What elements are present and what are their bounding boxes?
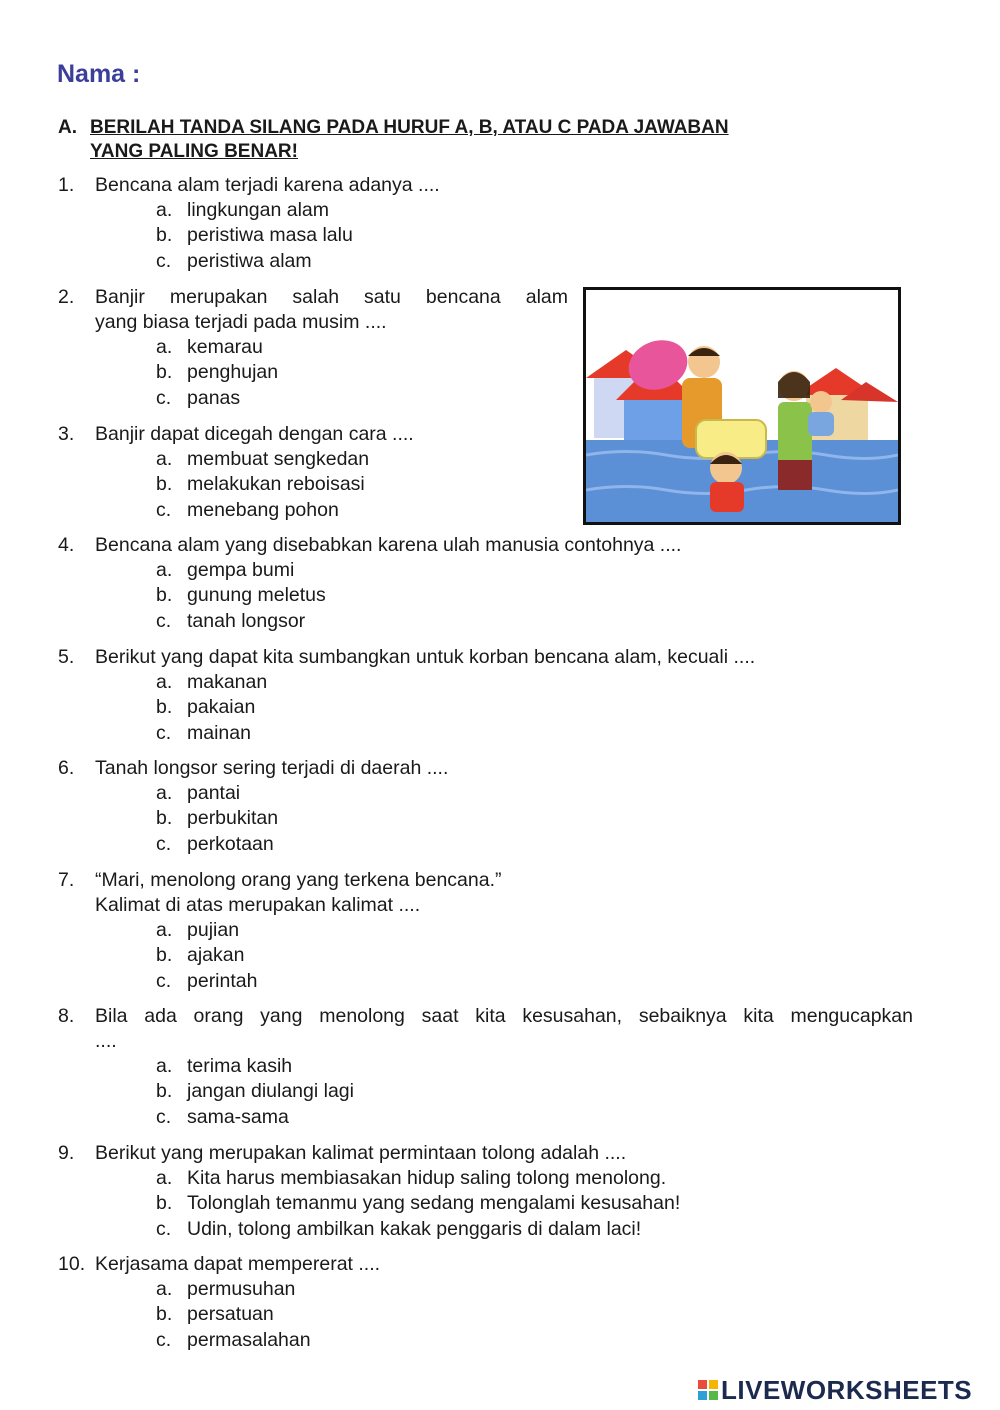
question-text: Kerjasama dapat mempererat ....: [95, 1253, 381, 1275]
question-number: 6.: [58, 757, 75, 779]
woman-hair: [778, 372, 810, 398]
question-number: 2.: [58, 286, 75, 308]
question-text-line1: “Mari, menolong orang yang terkena bencana.”: [95, 869, 502, 891]
question-text-line2: ....: [95, 1030, 117, 1052]
question-number: 7.: [58, 869, 75, 891]
option-a[interactable]: a. membuat sengkedan: [156, 448, 370, 470]
option-b[interactable]: b. jangan diulangi lagi: [156, 1080, 354, 1103]
section-title-line2: YANG PALING BENAR!: [90, 141, 298, 162]
option-c[interactable]: c. Udin, tolong ambilkan kakak penggaris di dalam laci!: [156, 1217, 642, 1240]
question-text-line1: Bila ada orang yang menolong saat kita kesusahan, sebaiknya kita mengucapkan: [95, 1005, 913, 1027]
question-text: Bencana alam terjadi karena adanya ....: [95, 174, 440, 196]
baby-cloth: [808, 412, 834, 436]
option-a[interactable]: a. permusuhan: [156, 1278, 296, 1300]
option-c[interactable]: c. peristiwa alam: [156, 249, 312, 272]
option-b[interactable]: b. gunung meletus: [156, 584, 326, 607]
option-c[interactable]: c. mainan: [156, 721, 251, 744]
question-3: [58, 422, 568, 523]
option-c[interactable]: c. sama-sama: [156, 1105, 289, 1128]
flood-scene: [586, 290, 898, 522]
woman-skirt: [778, 460, 812, 490]
question-number: 3.: [58, 423, 75, 445]
option-c[interactable]: c. permasalahan: [156, 1328, 311, 1351]
question-text: Banjir dapat dicegah dengan cara ....: [95, 423, 414, 445]
man-hair: [688, 348, 720, 356]
option-a[interactable]: a. terima kasih: [156, 1055, 293, 1077]
option-c[interactable]: c. tanah longsor: [156, 609, 306, 632]
question-6: [58, 756, 918, 857]
section-letter: A.: [58, 117, 77, 138]
question-10: [58, 1252, 918, 1353]
question-text: Tanah longsor sering terjadi di daerah ....: [95, 757, 449, 779]
option-a[interactable]: a. makanan: [156, 671, 268, 693]
question-1: [58, 173, 918, 274]
question-text: Berikut yang dapat kita sumbangkan untuk korban bencana alam, kecuali ....: [95, 646, 756, 668]
section-title-line1: BERILAH TANDA SILANG PADA HURUF A, B, ATAU C PADA JAWABAN: [90, 117, 729, 138]
question-text: Bencana alam yang disebabkan karena ulah manusia contohnya ....: [95, 534, 682, 556]
logo-text: LIVEWORKSHEETS: [721, 1374, 973, 1405]
option-b[interactable]: b. Tolonglah temanmu yang sedang mengalami kesusahan!: [156, 1192, 681, 1215]
question-number: 9.: [58, 1142, 75, 1164]
question-4: [58, 533, 918, 634]
option-a[interactable]: a. pujian: [156, 919, 240, 941]
option-b[interactable]: b. melakukan reboisasi: [156, 473, 365, 496]
question-number: 8.: [58, 1005, 75, 1027]
question-5: [58, 645, 918, 746]
option-a[interactable]: a. Kita harus membiasakan hidup saling tolong menolong.: [156, 1167, 667, 1189]
question-text-line2: Kalimat di atas merupakan kalimat ....: [95, 894, 421, 916]
question-9: [58, 1141, 918, 1242]
child-shirt: [710, 482, 744, 512]
option-a[interactable]: a. lingkungan alam: [156, 199, 330, 221]
option-a[interactable]: a. kemarau: [156, 336, 263, 358]
question-2: [58, 285, 568, 411]
question-number: 5.: [58, 646, 75, 668]
question-7: [58, 868, 918, 994]
question-text-line2: yang biasa terjadi pada musim ....: [95, 311, 387, 333]
woman-shirt: [778, 402, 812, 464]
option-a[interactable]: a. gempa bumi: [156, 559, 295, 581]
question-text-line1: Banjir merupakan salah satu bencana alam: [95, 286, 568, 308]
option-c[interactable]: c. perintah: [156, 969, 258, 992]
liveworksheets-logo-icon: [698, 1380, 718, 1400]
question-number: 10.: [58, 1253, 86, 1275]
question-8: [58, 1004, 913, 1130]
option-b[interactable]: b. pakaian: [156, 696, 256, 719]
option-b[interactable]: b. penghujan: [156, 361, 279, 384]
option-c[interactable]: c. panas: [156, 386, 241, 409]
section-instruction: [58, 116, 878, 164]
question-number: 1.: [58, 174, 75, 196]
question-text: Berikut yang merupakan kalimat permintaan tolong adalah ....: [95, 1142, 627, 1164]
name-label: Nama :: [57, 60, 141, 88]
yellow-bundle: [696, 420, 766, 458]
option-b[interactable]: b. ajakan: [156, 944, 245, 967]
option-a[interactable]: a. pantai: [156, 782, 241, 804]
option-c[interactable]: c. menebang pohon: [156, 498, 339, 521]
option-b[interactable]: b. perbukitan: [156, 807, 279, 830]
option-b[interactable]: b. persatuan: [156, 1303, 274, 1326]
question-number: 4.: [58, 534, 75, 556]
liveworksheets-logo: [698, 1376, 972, 1404]
flood-illustration: [583, 287, 901, 525]
option-c[interactable]: c. perkotaan: [156, 832, 274, 855]
option-b[interactable]: b. peristiwa masa lalu: [156, 224, 353, 247]
baby-head: [810, 391, 832, 413]
